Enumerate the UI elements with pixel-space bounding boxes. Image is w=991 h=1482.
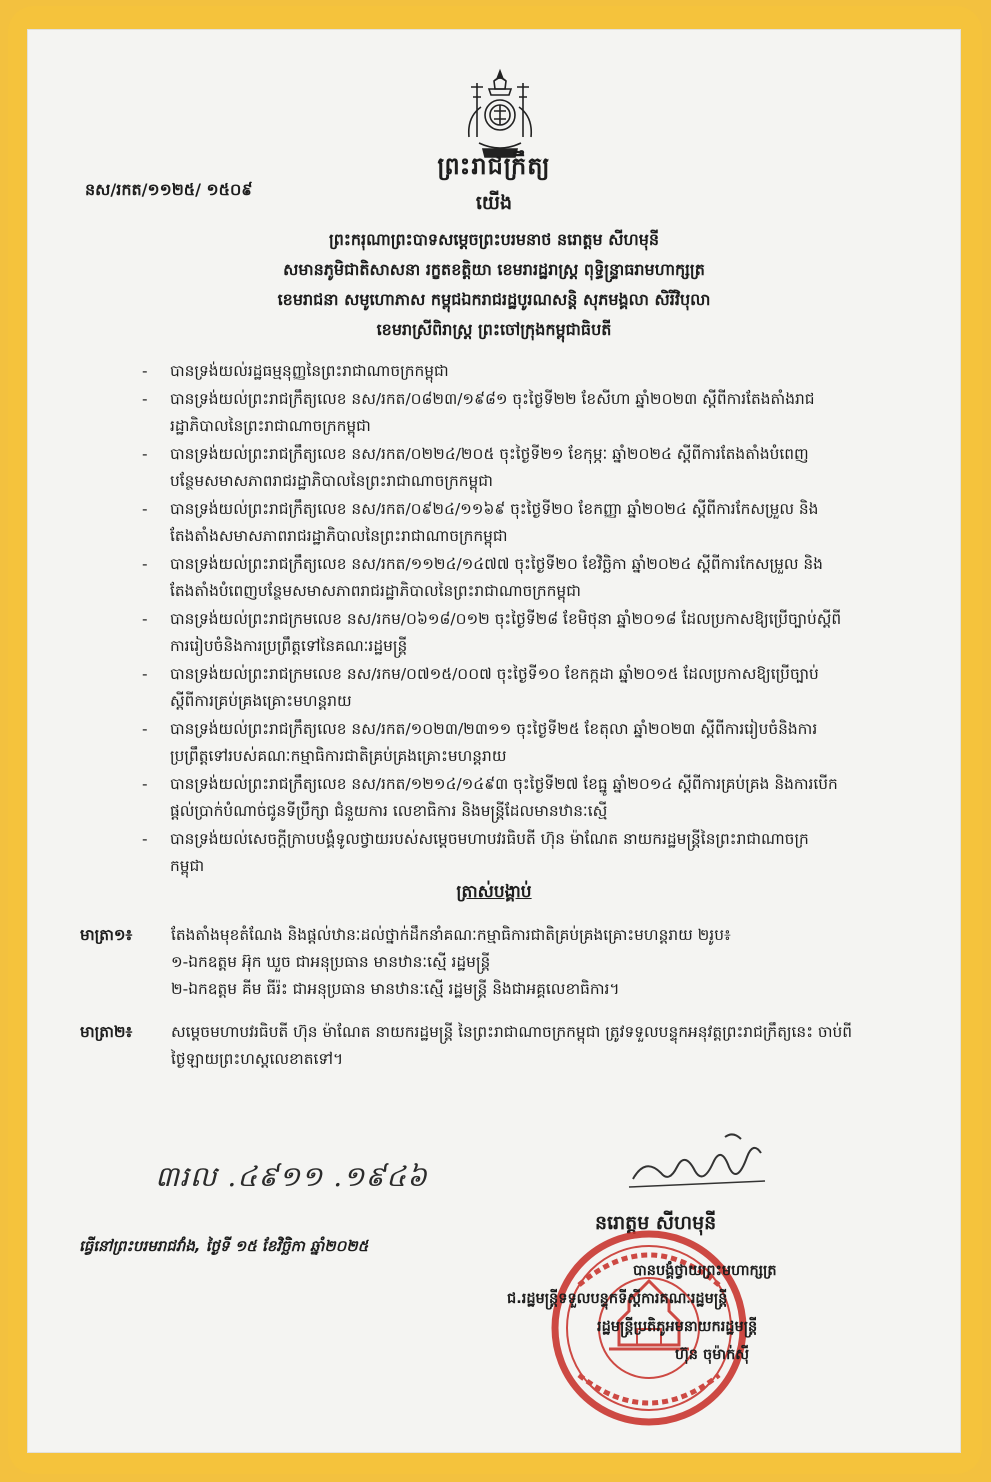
bullet-dash: -	[142, 719, 148, 738]
list-item	[142, 496, 842, 551]
vista-text: បានទ្រង់យល់ព្រះរាជក្រឹត្យលេខ នស/រកត/១២១៤/១៤៩៣ ចុះថ្ងៃទី២៧ ខែធ្នូ ឆ្នាំ២០១៤ ស្តីពីការគ្រប់គ្រង និងការបើកផ្តល់ប្រាក់បំណាច់ជូនទីប្រឹក្សា ជំនួយការ លេខាធិការ និងមន្ត្រីដែលមានឋានៈស្មើ	[170, 774, 838, 820]
countersign-block	[507, 1257, 907, 1369]
bullet-dash: -	[142, 444, 148, 463]
vista-text: បានទ្រង់យល់ព្រះរាជក្រឹត្យលេខ នស/រកត/១១២៤/១៤៧៧ ចុះថ្ងៃទី២០ ខែវិច្ឆិកា ឆ្នាំ២០២៤ ស្តីពីការកែសម្រួល និងតែងតាំងបំពេញបន្ថែមសមាសភាពរាជរដ្ឋាភិបាលនៃព្រះរាជាណាចក្រកម្ពុជា	[170, 554, 823, 600]
list-item	[142, 551, 842, 606]
vista-text: បានទ្រង់យល់ព្រះរាជក្រឹត្យលេខ នស/រកត/១០២៣/២៣១១ ចុះថ្ងៃទី២៥ ខែតុលា ឆ្នាំ២០២៣ ស្តីពីការរៀបចំនិងការប្រព្រឹត្តទៅរបស់គណៈកម្មាធិការជាតិគ្រប់គ្រងគ្រោះមហន្តរាយ	[170, 719, 818, 765]
bullet-dash: -	[142, 829, 148, 848]
bullet-dash: -	[142, 609, 148, 628]
article-intro: តែងតាំងមុខតំណែង និងផ្តល់ឋានៈដល់ថ្នាក់ដឹកនាំគណៈកម្មាធិការជាតិគ្រប់គ្រងគ្រោះមហន្តរាយ ២រូប៖	[171, 926, 731, 944]
list-item	[142, 826, 842, 881]
king-title-line: ខេមរាស្រីពិរាស្ត្រ ព្រះចៅក្រុងកម្ពុជាធិបតី	[376, 320, 612, 339]
appointee-line: ២-ឯកឧត្តម គីម ធីរ៉ះ ជាអនុប្រធាន មានឋានៈស្មើ រដ្ឋមន្ត្រី និងជាអគ្គលេខាធិការ។	[171, 980, 620, 998]
article-label: មាត្រា១៖	[80, 926, 133, 944]
king-title-line: ខេមរាជនា សមូហោភាស កម្ពុជឯករាជរដ្ឋបូរណសន្តិ សុភមង្គលា សិរីវិបុលា	[277, 290, 711, 309]
signature-handwritten	[625, 1127, 775, 1197]
vista-text: បានទ្រង់យល់ព្រះរាជក្រឹត្យលេខ នស/រកត/០៩២៤/១១៦៩ ចុះថ្ងៃទី២០ ខែកញ្ញា ឆ្នាំ២០២៤ ស្តីពីការកែសម្រួល និងតែងតាំងសមាសភាពរាជរដ្ឋាភិបាលនៃព្រះរាជាណាចក្រកម្ពុជា	[170, 499, 819, 545]
countersign-line: ជ.រដ្ឋមន្ត្រីទទួលបន្ទុកទីស្តីការគណៈរដ្ឋមន្ត្រី	[507, 1291, 728, 1307]
vistas-list	[142, 358, 842, 881]
decides-heading: ត្រាស់បង្គាប់	[456, 882, 532, 902]
bullet-dash: -	[142, 362, 148, 380]
vista-text: បានទ្រង់យល់ព្រះរាជក្រមលេខ នស/រកម/០៧១៥/០០៧ ចុះថ្ងៃទី១០ ខែកក្កដា ឆ្នាំ២០១៥ ដែលប្រកាសឱ្យប្រើច្បាប់ស្តីពីការគ្រប់គ្រងគ្រោះមហន្តរាយ	[170, 664, 819, 710]
vista-text: បានទ្រង់យល់ព្រះរាជក្រឹត្យលេខ នស/រកត/០២២៤/២០៥ ចុះថ្ងៃទី២១ ខែកុម្ភៈ ឆ្នាំ២០២៤ ស្តីពីការតែងតាំងបំពេញបន្ថែមសមាសភាពរាជរដ្ឋាភិបាលនៃព្រះរាជាណាចក្រកម្ពុជា	[170, 444, 809, 490]
signer-name: នរោត្តម សីហមុនី	[595, 1212, 717, 1234]
list-item	[142, 606, 842, 661]
bullet-dash: -	[142, 389, 148, 408]
countersigner-name: ហ៊ុន ចុម៉ាក់ស៊ី	[675, 1347, 750, 1363]
list-item	[142, 441, 842, 496]
bullet-dash: -	[142, 499, 148, 518]
vista-text: បានទ្រង់យល់រដ្ឋធម្មនុញ្ញនៃព្រះរាជាណាចក្រកម្ពុជា	[170, 362, 449, 380]
heading-we: យើង	[475, 192, 513, 214]
king-titles	[87, 225, 901, 345]
handwritten-date: ៣រល .៤៩១១ .១៩៤៦	[155, 1160, 428, 1193]
countersign-line: បានបង្គំថ្វាយព្រះមហាក្សត្រ	[633, 1263, 777, 1279]
article-body: សម្តេចមហាបវរធិបតី ហ៊ុន ម៉ាណែត នាយករដ្ឋមន្ត្រី នៃព្រះរាជាណាចក្រកម្ពុជា ត្រូវទទួលបន្ទុកអនុវត្តព្រះរាជក្រឹត្យនេះ ចាប់ពីថ្ងៃឡាយព្រះហស្តលេខាតទៅ។	[171, 1023, 853, 1068]
appointee-line: ១-ឯកឧត្តម អ៊ុក ឃួច ជាអនុប្រធាន មានឋានៈស្មើ រដ្ឋមន្ត្រី	[171, 953, 491, 971]
bullet-dash: -	[142, 554, 148, 573]
done-at-line: ធ្វើនៅព្រះបរមរាជវាំង, ថ្ងៃទី ១៥ ខែវិច្ឆិកា ឆ្នាំ២០២៥	[79, 1237, 369, 1255]
vista-text: បានទ្រង់យល់ព្រះរាជក្រមលេខ នស/រកម/០៦១៨/០១២ ចុះថ្ងៃទី២៨ ខែមិថុនា ឆ្នាំ២០១៨ ដែលប្រកាសឱ្យប្រើច្បាប់ស្តីពីការរៀបចំនិងការប្រព្រឹត្តទៅនៃគណៈរដ្ឋមន្ត្រី	[170, 609, 842, 655]
list-item	[142, 771, 842, 826]
decree-title: ព្រះរាជក្រឹត្យ	[437, 152, 551, 180]
article-body	[171, 922, 871, 1003]
list-item	[142, 661, 842, 716]
king-title-line: ព្រះករុណាព្រះបាទសម្តេចព្រះបរមនាថ នរោត្តម សីហមុនី	[328, 230, 660, 249]
vista-text: បានទ្រង់យល់ព្រះរាជក្រឹត្យលេខ នស/រកត/០៨២៣/១៩៨១ ចុះថ្ងៃទី២២ ខែសីហា ឆ្នាំ២០២៣ ស្តីពីការតែងតាំងរាជរដ្ឋាភិបាលនៃព្រះរាជាណាចក្រកម្ពុជា	[170, 389, 815, 435]
decree-page	[27, 29, 961, 1453]
countersign-line: រដ្ឋមន្ត្រីប្រតិភូអមនាយករដ្ឋមន្ត្រី	[597, 1319, 758, 1335]
king-title-line: សមានភូមិជាតិសាសនា រក្ខតខត្តិយា ខេមរារដ្ឋរាស្ត្រ ពុទ្ធិន្ទ្រាធរាមហាក្សត្រ	[283, 260, 705, 279]
article-label: មាត្រា២៖	[80, 1023, 133, 1041]
bullet-dash: -	[142, 774, 148, 793]
list-item	[142, 358, 842, 386]
list-item	[142, 386, 842, 441]
vista-text: បានទ្រង់យល់សេចក្តីក្រាបបង្គំទូលថ្វាយរបស់សម្តេចមហាបវរធិបតី ហ៊ុន ម៉ាណែត នាយករដ្ឋមន្ត្រីនៃព្រះរាជាណាចក្រកម្ពុជា	[170, 829, 809, 875]
bullet-dash: -	[142, 664, 148, 683]
list-item	[142, 716, 842, 771]
reference-number: នស/រកត/១១២៥/ ១៥០៩	[85, 180, 253, 199]
